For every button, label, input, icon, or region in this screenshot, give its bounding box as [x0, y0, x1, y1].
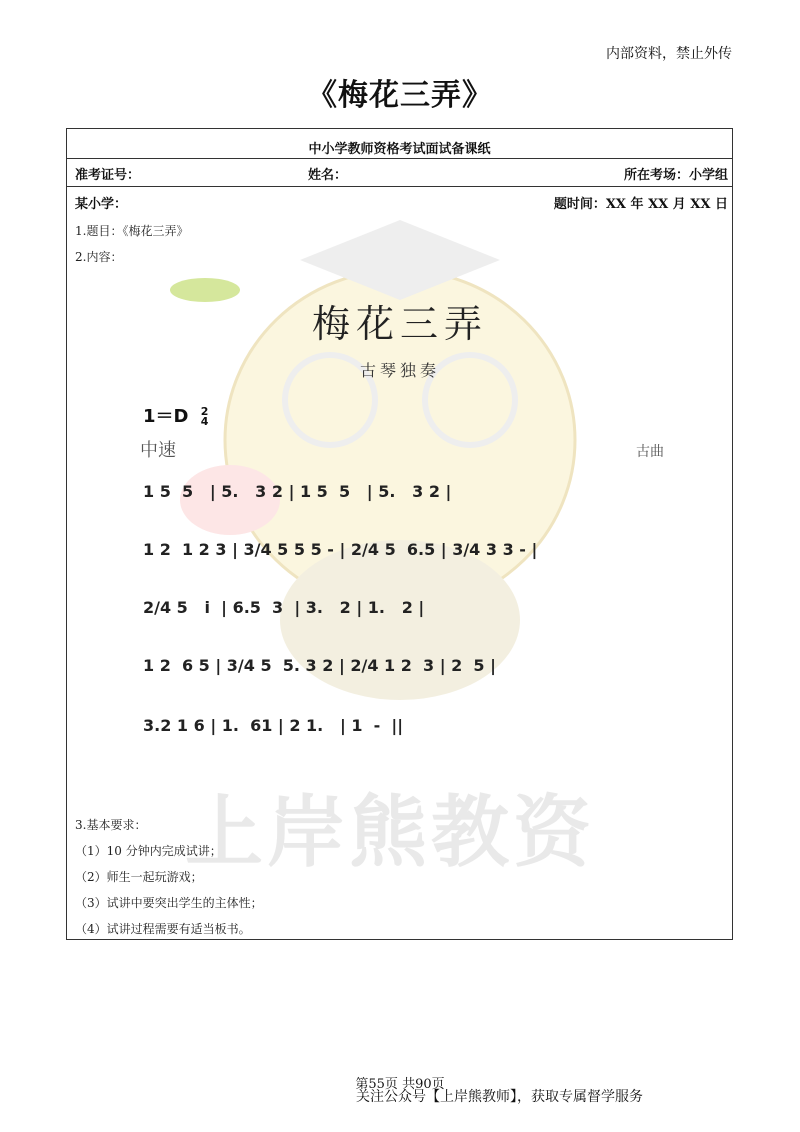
score-subtitle: 古琴独奏 [359, 361, 440, 380]
requirements-title: 3.基本要求： [75, 818, 147, 832]
watermark-text: 上岸熊教资 [185, 788, 596, 878]
page-number: 第55页 共90页 [355, 1077, 445, 1092]
score-row-3: 2/4 5 i | 6.5 3 | 3. 2 | 1. 2 | [143, 598, 425, 617]
time-sig-top: 2 [200, 405, 209, 418]
item-topic: 1.题目：《梅花三弄》 [75, 224, 189, 238]
exam-id-label: 准考证号： [75, 168, 141, 183]
item-content: 2.内容： [75, 250, 123, 264]
score-row-5: 3.2 1 6 | 1. 61 | 2 1. | 1 - || [143, 716, 404, 735]
score-row-1: 1 5 5 | 5. 3 2 | 1 5 5 | 5. 3 2 | [143, 482, 452, 501]
requirement-item: （3）试讲中要突出学生的主体性； [75, 896, 263, 910]
requirement-item: （1）10 分钟内完成试讲； [75, 844, 222, 858]
divider [66, 186, 733, 187]
time-sig-bottom: 4 [200, 415, 209, 428]
requirement-item: （4）试讲过程需要有适当板书。 [75, 922, 251, 936]
composer-label: 古曲 [636, 444, 664, 460]
promo-text: 关注公众号【上岸熊教师】，获取专属督学服务 [356, 1089, 643, 1105]
name-label: 姓名： [308, 168, 348, 183]
tempo-marking: 中速 [140, 440, 176, 461]
confidential-note: 内部资料，禁止外传 [606, 46, 732, 62]
score-row-2: 1 2 1 2 3 | 3/4 5 5 5 - | 2/4 5 6.5 | 3/4 3 3 - | [143, 540, 538, 559]
form-header: 中小学教师资格考试面试备课纸 [308, 142, 491, 157]
document-title: 《梅花三弄》 [307, 78, 493, 113]
date-label: 题时间：XX 年 XX 月 XX 日 [553, 197, 728, 212]
score-title: 梅花三弄 [311, 302, 488, 346]
key-value: 1＝D [143, 406, 189, 427]
key-signature [143, 402, 208, 428]
time-signature [201, 407, 209, 427]
school-label: 某小学： [75, 197, 128, 212]
score-row-4: 1 2 6 5 | 3/4 5 5. 3 2 | 2/4 1 2 3 | 2 5 | [143, 656, 496, 675]
divider [66, 158, 733, 159]
venue-label: 所在考场：小学组 [623, 168, 728, 183]
requirement-item: （2）师生一起玩游戏； [75, 870, 203, 884]
